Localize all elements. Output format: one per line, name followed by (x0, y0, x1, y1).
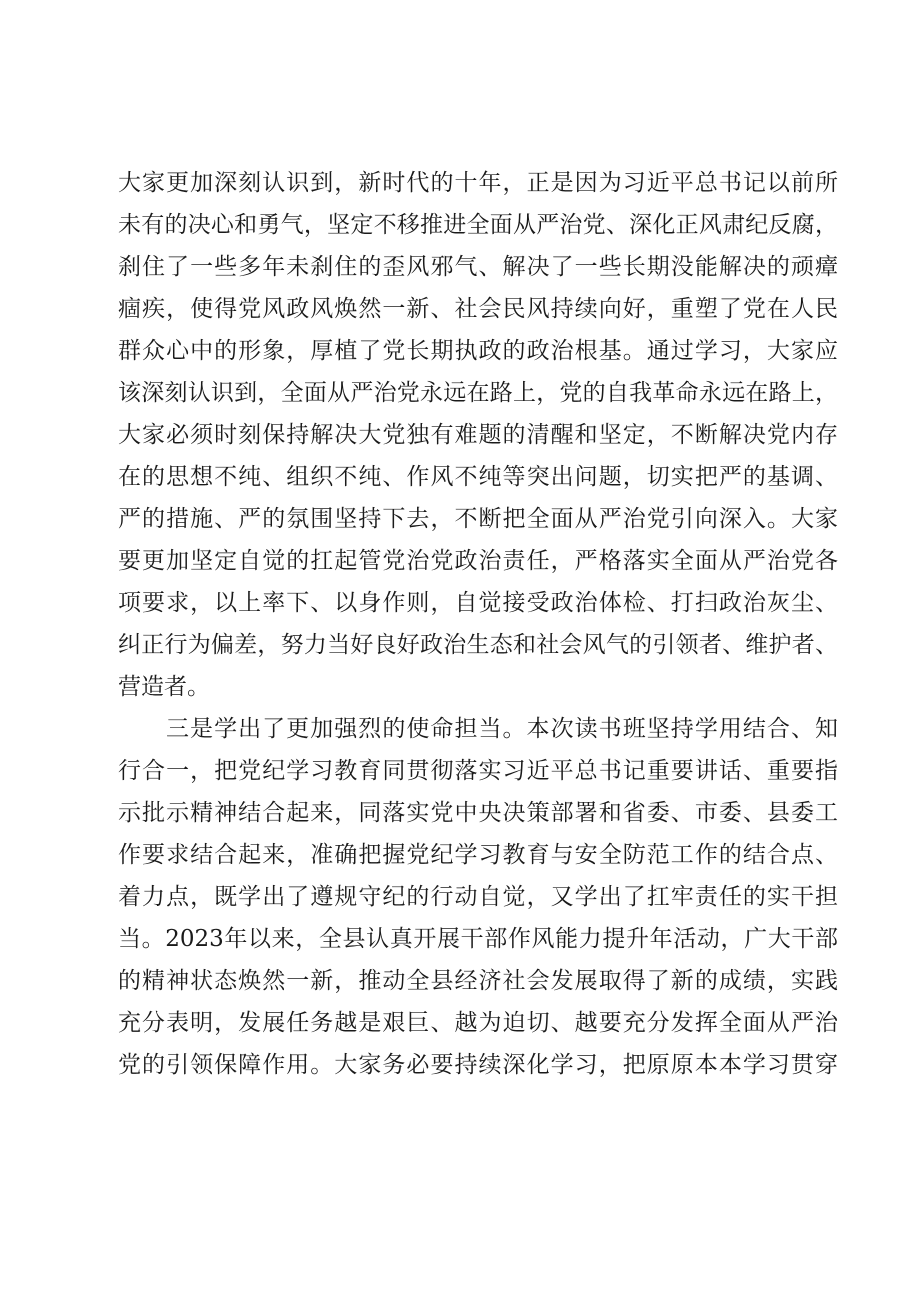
text-line: 当。2023年以来，全县认真开展干部作风能力提升年活动，广大干部 (118, 926, 838, 952)
text-line: 的精神状态焕然一新，推动全县经济社会发展取得了新的成绩，实践 (118, 968, 838, 994)
text-line: 要更加坚定自觉的扛起管党治党政治责任，严格落实全面从严治党各 (118, 548, 838, 574)
text-line: 充分表明，发展任务越是艰巨、越为迫切、越要充分发挥全面从严治 (118, 1010, 838, 1036)
text-line: 作要求结合起来，准确把握党纪学习教育与安全防范工作的结合点、 (118, 842, 838, 868)
body-text (118, 162, 838, 1086)
text-line: 党的引领保障作用。大家务必要持续深化学习，把原原本本学习贯穿 (118, 1052, 838, 1078)
paragraph-start-line: 三是学出了更加强烈的使命担当。本次读书班坚持学用结合、知 (166, 716, 838, 742)
text-line: 着力点，既学出了遵规守纪的行动自觉，又学出了扛牢责任的实干担 (118, 884, 838, 910)
text-line: 痼疾，使得党风政风焕然一新、社会民风持续向好，重塑了党在人民 (118, 296, 838, 322)
text-line: 未有的决心和勇气，坚定不移推进全面从严治党、深化正风肃纪反腐， (118, 212, 838, 238)
text-line: 该深刻认识到，全面从严治党永远在路上，党的自我革命永远在路上， (118, 380, 838, 406)
text-line: 大家必须时刻保持解决大党独有难题的清醒和坚定，不断解决党内存 (118, 422, 838, 448)
text-line: 纠正行为偏差，努力当好良好政治生态和社会风气的引领者、维护者、 (118, 632, 838, 658)
text-line: 在的思想不纯、组织不纯、作风不纯等突出问题，切实把严的基调、 (118, 464, 838, 490)
text-line: 示批示精神结合起来，同落实党中央决策部署和省委、市委、县委工 (118, 800, 838, 826)
text-line: 刹住了一些多年未刹住的歪风邪气、解决了一些长期没能解决的顽瘴 (118, 254, 838, 280)
text-line: 大家更加深刻认识到，新时代的十年，正是因为习近平总书记以前所 (118, 170, 838, 196)
paragraph-end-line: 营造者。 (118, 674, 210, 700)
text-line: 群众心中的形象，厚植了党长期执政的政治根基。通过学习，大家应 (118, 338, 838, 364)
text-line: 项要求，以上率下、以身作则，自觉接受政治体检、打扫政治灰尘、 (118, 590, 838, 616)
text-line: 严的措施、严的氛围坚持下去，不断把全面从严治党引向深入。大家 (118, 506, 838, 532)
text-line: 行合一，把党纪学习教育同贯彻落实习近平总书记重要讲话、重要指 (118, 758, 838, 784)
